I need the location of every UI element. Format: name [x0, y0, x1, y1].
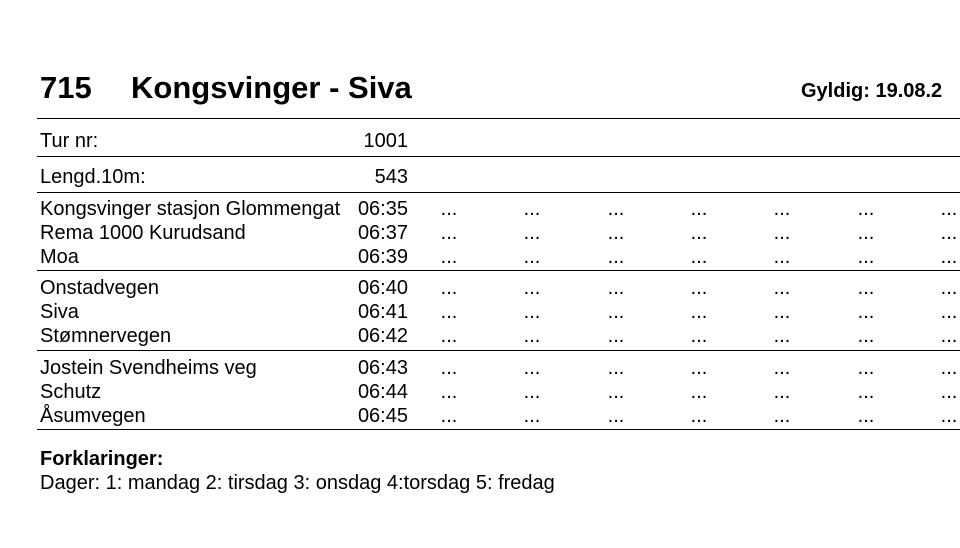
empty-departure-cell: ...: [857, 301, 875, 323]
empty-departure-cell: ...: [690, 405, 708, 427]
empty-departure-cell: ...: [940, 222, 958, 244]
stop-time: 06:40: [357, 277, 408, 299]
stop-name: Kongsvinger stasjon Glommengat: [40, 198, 341, 220]
empty-departure-cell: ...: [857, 325, 875, 347]
empty-departure-cell: ...: [440, 357, 458, 379]
empty-departure-cell: ...: [773, 222, 791, 244]
empty-departure-cell: ...: [523, 246, 541, 268]
empty-departure-cell: ...: [940, 325, 958, 347]
empty-departure-cell: ...: [690, 222, 708, 244]
empty-departure-cell: ...: [523, 357, 541, 379]
empty-departure-cell: ...: [690, 198, 708, 220]
empty-departure-cell: ...: [773, 357, 791, 379]
info-label-length: Lengd.10m:: [40, 166, 146, 188]
empty-departure-cell: ...: [440, 222, 458, 244]
empty-departure-cell: ...: [773, 246, 791, 268]
empty-departure-cell: ...: [773, 325, 791, 347]
empty-departure-cell: ...: [440, 381, 458, 403]
empty-departure-cell: ...: [607, 301, 625, 323]
empty-departure-cell: ...: [607, 357, 625, 379]
empty-departure-cell: ...: [607, 325, 625, 347]
empty-departure-cell: ...: [940, 381, 958, 403]
empty-departure-cell: ...: [857, 198, 875, 220]
empty-departure-cell: ...: [940, 277, 958, 299]
stop-time: 06:39: [357, 246, 408, 268]
stop-name: Schutz: [40, 381, 102, 403]
empty-departure-cell: ...: [607, 198, 625, 220]
empty-departure-cell: ...: [857, 381, 875, 403]
empty-departure-cell: ...: [440, 301, 458, 323]
stop-name: Jostein Svendheims veg: [40, 357, 257, 379]
empty-departure-cell: ...: [773, 198, 791, 220]
empty-departure-cell: ...: [607, 277, 625, 299]
empty-departure-cell: ...: [690, 381, 708, 403]
empty-departure-cell: ...: [523, 381, 541, 403]
stop-name: Moa: [40, 246, 79, 268]
route-number: 715: [40, 70, 92, 105]
empty-departure-cell: ...: [440, 246, 458, 268]
empty-departure-cell: ...: [440, 198, 458, 220]
empty-departure-cell: ...: [523, 277, 541, 299]
empty-departure-cell: ...: [773, 381, 791, 403]
empty-departure-cell: ...: [690, 357, 708, 379]
stop-name: Onstadvegen: [40, 277, 159, 299]
empty-departure-cell: ...: [773, 277, 791, 299]
divider: [37, 429, 960, 430]
empty-departure-cell: ...: [523, 405, 541, 427]
empty-departure-cell: ...: [607, 405, 625, 427]
divider: [37, 350, 960, 351]
empty-departure-cell: ...: [690, 325, 708, 347]
empty-departure-cell: ...: [690, 301, 708, 323]
empty-departure-cell: ...: [857, 222, 875, 244]
empty-departure-cell: ...: [440, 277, 458, 299]
empty-departure-cell: ...: [523, 325, 541, 347]
empty-departure-cell: ...: [440, 405, 458, 427]
stop-time: 06:43: [357, 357, 408, 379]
empty-departure-cell: ...: [773, 301, 791, 323]
empty-departure-cell: ...: [940, 198, 958, 220]
empty-departure-cell: ...: [523, 301, 541, 323]
empty-departure-cell: ...: [690, 246, 708, 268]
valid-from-text: Gyldig: 19.08.2: [801, 80, 943, 102]
stop-time: 06:42: [357, 325, 408, 347]
stop-time: 06:37: [357, 222, 408, 244]
empty-departure-cell: ...: [523, 198, 541, 220]
stop-name: Åsumvegen: [40, 405, 146, 427]
empty-departure-cell: ...: [690, 277, 708, 299]
route-title: Kongsvinger - Siva: [131, 70, 412, 105]
legend-text: Dager: 1: mandag 2: tirsdag 3: onsdag 4:torsdag 5: fredag: [40, 472, 555, 494]
empty-departure-cell: ...: [440, 325, 458, 347]
empty-departure-cell: ...: [607, 222, 625, 244]
empty-departure-cell: ...: [857, 277, 875, 299]
info-value-tour-number: 1001: [363, 130, 408, 152]
info-value-length: 543: [374, 166, 408, 188]
stop-time: 06:35: [357, 198, 408, 220]
info-label-tour-number: Tur nr:: [40, 130, 99, 152]
divider: [37, 118, 960, 119]
stop-time: 06:44: [357, 381, 408, 403]
empty-departure-cell: ...: [607, 246, 625, 268]
empty-departure-cell: ...: [940, 301, 958, 323]
stop-name: Siva: [40, 301, 79, 323]
empty-departure-cell: ...: [940, 357, 958, 379]
empty-departure-cell: ...: [940, 246, 958, 268]
divider: [37, 192, 960, 193]
divider: [37, 270, 960, 271]
divider: [37, 156, 960, 157]
stop-name: Rema 1000 Kurudsand: [40, 222, 246, 244]
stop-name: Stømnervegen: [40, 325, 172, 347]
empty-departure-cell: ...: [607, 381, 625, 403]
empty-departure-cell: ...: [940, 405, 958, 427]
empty-departure-cell: ...: [857, 357, 875, 379]
empty-departure-cell: ...: [857, 246, 875, 268]
stop-time: 06:45: [357, 405, 408, 427]
empty-departure-cell: ...: [523, 222, 541, 244]
legend-title: Forklaringer:: [40, 448, 164, 470]
stop-time: 06:41: [357, 301, 408, 323]
empty-departure-cell: ...: [773, 405, 791, 427]
empty-departure-cell: ...: [857, 405, 875, 427]
